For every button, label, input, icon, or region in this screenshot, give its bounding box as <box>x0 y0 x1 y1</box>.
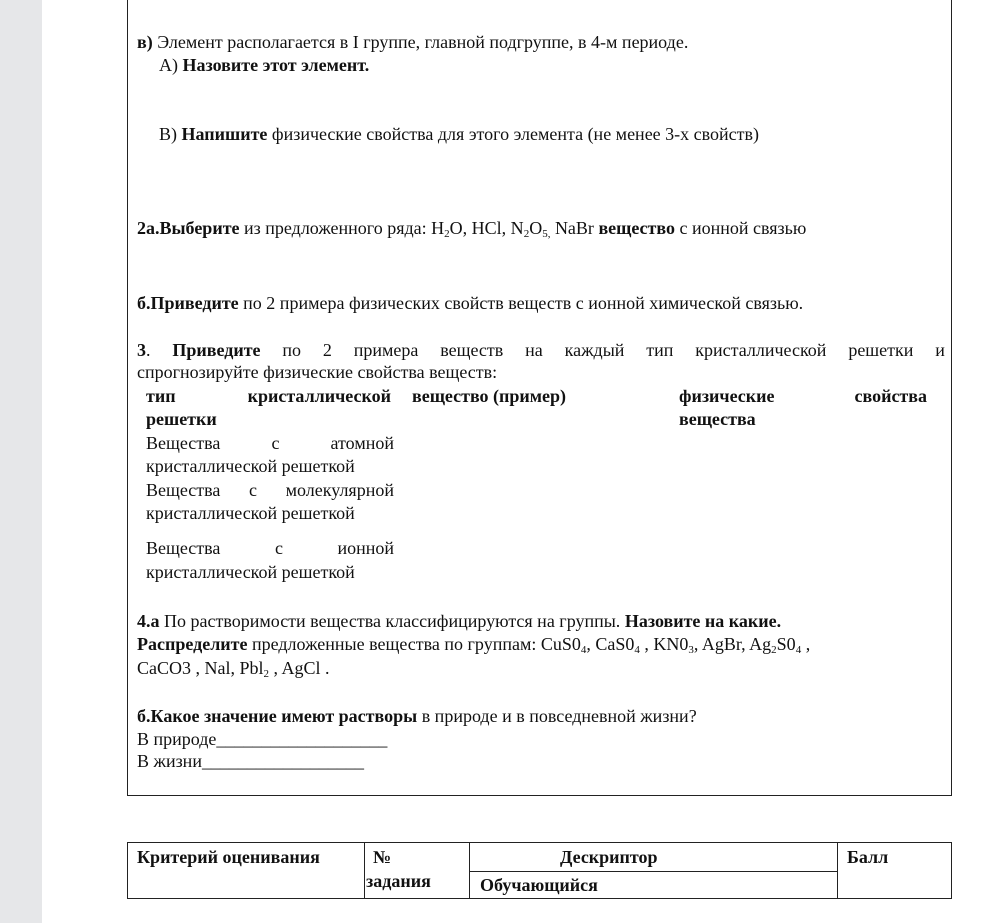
q4b-bold: б.Какое значение имеют растворы <box>137 706 418 726</box>
q1v-text: Элемент располагается в I группе, главной подгруппе, в 4-м периоде. <box>152 32 689 52</box>
q1v-a-prefix: А) <box>159 55 183 75</box>
q3-row1-l1 <box>146 432 394 454</box>
q2a-text1: из предложенного ряда: H <box>239 218 445 238</box>
q4a-text: , <box>801 634 811 654</box>
q2a-sub2: 2 <box>523 228 530 240</box>
task-number-header: № <box>373 847 392 867</box>
descriptor-header: Дескриптор <box>560 847 658 867</box>
q1v-b-bold: Напишите <box>181 124 268 144</box>
q3-num: 3 <box>137 340 146 360</box>
q4b-nature-line: В природе___________________ <box>137 729 388 749</box>
q3-row-word: Вещества <box>146 480 221 500</box>
q4a-sub: 3 <box>688 644 694 656</box>
q3-dot: . <box>146 340 151 360</box>
q3-row-word: молекулярной <box>285 480 394 500</box>
q4b-life-line: В жизни__________________ <box>137 751 364 771</box>
q1v-a-line <box>159 54 369 76</box>
q2b-line <box>137 292 803 314</box>
q2a-bold-mid: вещество <box>598 218 675 238</box>
q3-row-word: атомной <box>330 433 394 453</box>
q4a-bold3: Распределите <box>137 634 248 654</box>
q4a-text: , CaS0 <box>586 634 635 654</box>
q2b-text: по 2 примера физических свойств веществ с ионной химической связью. <box>238 293 804 313</box>
q3-col3-header <box>679 385 927 407</box>
q3-row3-l1 <box>146 537 394 559</box>
criteria-divider <box>364 843 365 898</box>
q4a-text: , AgBr, Ag <box>693 634 772 654</box>
document-page <box>42 0 994 923</box>
q4a-text: предложенные вещества по группам: CuS0 <box>247 634 581 654</box>
q3-row2-l2: кристаллической решеткой <box>146 503 355 523</box>
q4b-line <box>137 705 697 727</box>
q1v-b-prefix: В) <box>159 124 182 144</box>
q3-col3-header-word: физические <box>679 386 775 406</box>
criteria-table <box>127 842 952 899</box>
q3-col3-header-l2: вещества <box>679 409 756 429</box>
q3-row-word: с <box>271 433 280 453</box>
q3-word: по <box>282 340 302 360</box>
q2a-text3: O <box>529 218 543 238</box>
q4a-sub: 4 <box>634 644 640 656</box>
q2a-sub1: 2 <box>444 228 450 240</box>
q4a-bold1: 4.а <box>137 611 160 631</box>
q3-word: и <box>935 340 945 360</box>
q4a-text: S0 <box>776 634 796 654</box>
q3-line2: спрогнозируйте физические свойства веществ: <box>137 362 498 382</box>
q4a-line2 <box>137 633 810 655</box>
q1v-line <box>137 31 688 53</box>
q1v-b-line <box>159 123 759 145</box>
q3-col2-header: вещество (пример) <box>412 386 567 406</box>
q3-row-word: с <box>274 538 283 558</box>
q3-word: каждый <box>564 340 625 360</box>
q3-word: тип <box>646 340 674 360</box>
q4a-text: CaCO3 , Nal, Pbl <box>137 658 264 678</box>
q1v-a-bold: Назовите этот элемент. <box>182 55 370 75</box>
q3-word: решетки <box>848 340 914 360</box>
descriptor-subheader: Обучающийся <box>480 875 598 895</box>
q4a-sub: 2 <box>771 644 777 656</box>
q3-row-word: Вещества <box>146 433 221 453</box>
q3-col1-header-l2: решетки <box>146 409 217 429</box>
q4b-text: в природе и в повседневной жизни? <box>417 706 697 726</box>
q2a-text2: O, HCl, N <box>449 218 524 238</box>
q3-word: 2 <box>322 340 332 360</box>
criteria-header: Критерий оценивания <box>137 847 320 867</box>
q3-row-word: ионной <box>337 538 394 558</box>
q3-bold: Приведите <box>172 340 261 360</box>
q3-row3-l2: кристаллической решеткой <box>146 562 355 582</box>
q2a-line <box>137 217 806 239</box>
q2a-sub3: 5, <box>542 228 551 240</box>
q3-row-word: с <box>249 480 258 500</box>
q3-col1-header <box>146 385 391 407</box>
q3-line1 <box>137 339 945 361</box>
q3-row2-l1 <box>146 479 394 501</box>
q3-word: примера <box>353 340 419 360</box>
q4a-bold2: Назовите на какие. <box>624 611 782 631</box>
q4a-sub: 2 <box>263 668 270 680</box>
q4a-sub: 4 <box>580 644 587 656</box>
q1v-b-rest: физические свойства для этого элемента (не менее 3-х свойств) <box>267 124 760 144</box>
score-header: Балл <box>847 847 889 867</box>
q4a-sub: 4 <box>795 644 802 656</box>
q3-col1-header-word: кристаллической <box>247 386 391 406</box>
q4a-text1: По растворимости вещества классифицируются на группы. <box>159 611 625 631</box>
q3-row1-l2: кристаллической решеткой <box>146 456 355 476</box>
q3-word: веществ <box>440 340 504 360</box>
q3-row-word: Вещества <box>146 538 221 558</box>
q2a-text5: с ионной связью <box>674 218 807 238</box>
q3-word: кристаллической <box>695 340 827 360</box>
q3-word: на <box>525 340 543 360</box>
criteria-divider <box>469 871 838 872</box>
q2b-bold: б.Приведите <box>137 293 239 313</box>
q3-col3-header-word: свойства <box>854 386 927 406</box>
q2a-text4: NaBr <box>550 218 599 238</box>
q3-col1-header-word: тип <box>146 386 176 406</box>
task-number-header-l2: задания <box>366 871 431 891</box>
q1v-label: в) <box>137 32 153 52</box>
q4a-line1 <box>137 610 781 632</box>
q2a-bold: 2а.Выберите <box>137 218 240 238</box>
q4a-text: , AgCl . <box>269 658 330 678</box>
q4a-text: , KN0 <box>639 634 689 654</box>
q3-lead <box>137 339 151 361</box>
q4a-line3 <box>137 657 330 679</box>
